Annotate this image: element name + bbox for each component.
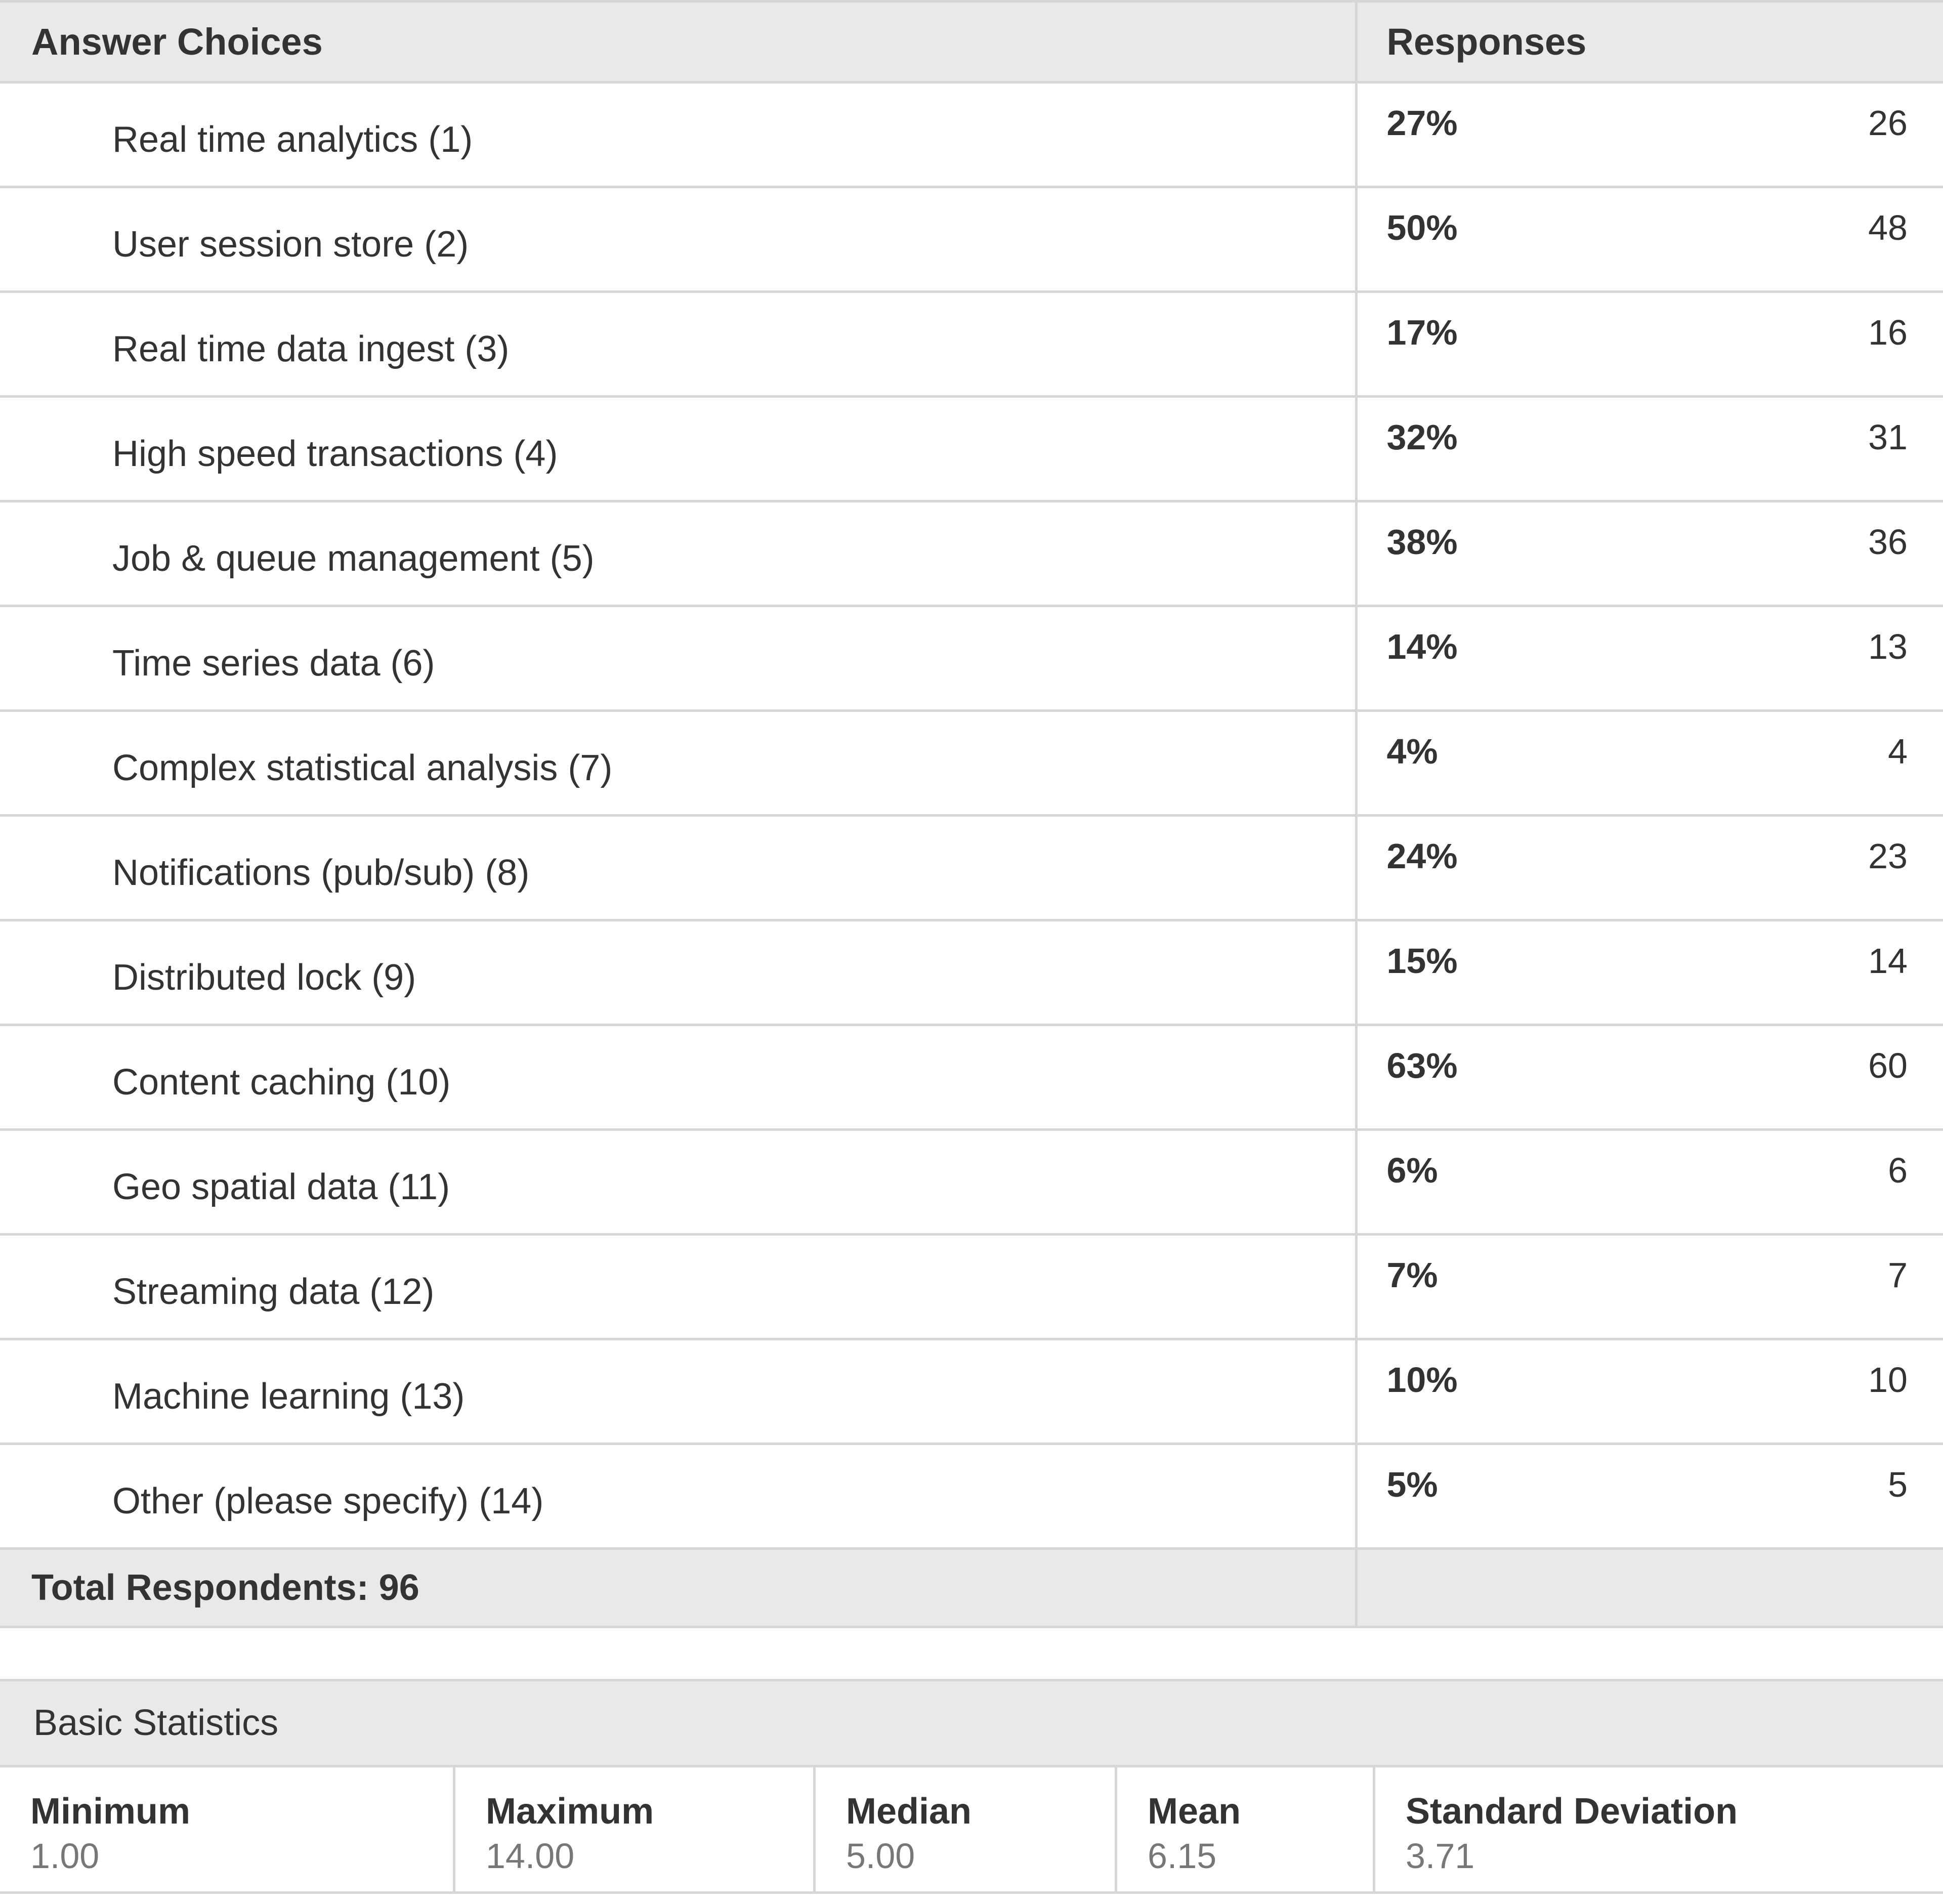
statistics-row	[0, 1767, 1943, 1894]
response-count: 36	[1868, 522, 1908, 562]
response-count: 6	[1888, 1151, 1908, 1190]
stat-standard-deviation	[1373, 1767, 1943, 1891]
response-percent: 27%	[1386, 103, 1458, 143]
table-row	[0, 1130, 1943, 1235]
response-percent: 63%	[1386, 1046, 1458, 1085]
response-count: 23	[1868, 836, 1908, 876]
stat-value: 6.15	[1148, 1836, 1217, 1876]
response-cell	[1356, 1130, 1943, 1235]
response-cell	[1356, 82, 1943, 187]
response-percent: 15%	[1386, 941, 1458, 981]
table-body	[0, 82, 1943, 1627]
response-percent: 10%	[1386, 1360, 1458, 1400]
response-count: 5	[1888, 1465, 1908, 1504]
answer-choice-label: Other (please specify) (14)	[0, 1444, 1356, 1549]
response-cell	[1356, 606, 1943, 711]
answer-choice-label: Real time data ingest (3)	[0, 292, 1356, 397]
response-count: 60	[1868, 1046, 1908, 1085]
table-row	[0, 606, 1943, 711]
total-respondents: Total Respondents: 96	[0, 1549, 1356, 1627]
response-count: 31	[1868, 417, 1908, 457]
stat-label: Median	[846, 1791, 972, 1832]
table-row	[0, 920, 1943, 1025]
stat-value: 14.00	[486, 1836, 575, 1876]
table-row	[0, 292, 1943, 397]
table-header-row	[0, 2, 1943, 82]
response-cell	[1356, 816, 1943, 920]
stat-value: 5.00	[846, 1836, 915, 1876]
answer-choice-label: Distributed lock (9)	[0, 920, 1356, 1025]
answer-choice-label: Time series data (6)	[0, 606, 1356, 711]
answer-choice-label: High speed transactions (4)	[0, 397, 1356, 501]
response-percent: 17%	[1386, 313, 1458, 352]
answer-choice-label: Geo spatial data (11)	[0, 1130, 1356, 1235]
response-cell	[1356, 292, 1943, 397]
response-cell	[1356, 187, 1943, 292]
stat-label: Minimum	[30, 1791, 190, 1832]
answer-choice-label: Machine learning (13)	[0, 1339, 1356, 1444]
stat-mean	[1115, 1767, 1373, 1891]
responses-header: Responses	[1356, 2, 1943, 82]
response-percent: 24%	[1386, 836, 1458, 876]
response-percent: 32%	[1386, 417, 1458, 457]
stat-minimum	[0, 1767, 453, 1891]
table-row	[0, 82, 1943, 187]
stat-label: Mean	[1148, 1791, 1241, 1832]
stat-value: 3.71	[1406, 1836, 1475, 1876]
stat-label: Standard Deviation	[1406, 1791, 1738, 1832]
table-row	[0, 1339, 1943, 1444]
response-cell	[1356, 711, 1943, 816]
response-count: 14	[1868, 941, 1908, 981]
answer-choice-label: User session store (2)	[0, 187, 1356, 292]
table-row	[0, 501, 1943, 606]
table-row	[0, 187, 1943, 292]
response-cell	[1356, 1444, 1943, 1549]
answer-choices-header: Answer Choices	[0, 2, 1356, 82]
response-cell	[1356, 920, 1943, 1025]
table-row	[0, 711, 1943, 816]
table-row	[0, 1444, 1943, 1549]
response-percent: 38%	[1386, 522, 1458, 562]
response-count: 13	[1868, 627, 1908, 666]
response-percent: 50%	[1386, 208, 1458, 247]
response-count: 10	[1868, 1360, 1908, 1400]
response-count: 48	[1868, 208, 1908, 247]
table-row	[0, 1235, 1943, 1339]
response-cell	[1356, 1339, 1943, 1444]
basic-statistics	[0, 1679, 1943, 1894]
stat-label: Maximum	[486, 1791, 654, 1832]
response-cell	[1356, 1235, 1943, 1339]
stat-value: 1.00	[30, 1836, 100, 1876]
answer-choice-label: Content caching (10)	[0, 1025, 1356, 1130]
response-count: 7	[1888, 1255, 1908, 1295]
basic-statistics-title: Basic Statistics	[0, 1679, 1943, 1767]
answer-choice-label: Job & queue management (5)	[0, 501, 1356, 606]
answer-choice-label: Notifications (pub/sub) (8)	[0, 816, 1356, 920]
response-percent: 14%	[1386, 627, 1458, 666]
response-count: 26	[1868, 103, 1908, 143]
table-row	[0, 397, 1943, 501]
response-count: 16	[1868, 313, 1908, 352]
answer-choice-label: Complex statistical analysis (7)	[0, 711, 1356, 816]
total-response-cell	[1356, 1549, 1943, 1627]
response-cell	[1356, 1025, 1943, 1130]
stat-maximum	[453, 1767, 813, 1891]
answer-choice-label: Streaming data (12)	[0, 1235, 1356, 1339]
response-percent: 6%	[1386, 1151, 1438, 1190]
response-cell	[1356, 501, 1943, 606]
response-percent: 7%	[1386, 1255, 1438, 1295]
response-count: 4	[1888, 732, 1908, 771]
response-cell	[1356, 397, 1943, 501]
response-percent: 5%	[1386, 1465, 1438, 1504]
answer-choice-label: Real time analytics (1)	[0, 82, 1356, 187]
table-row	[0, 816, 1943, 920]
response-percent: 4%	[1386, 732, 1438, 771]
table-row	[0, 1025, 1943, 1130]
stat-median	[813, 1767, 1115, 1891]
total-row	[0, 1549, 1943, 1627]
